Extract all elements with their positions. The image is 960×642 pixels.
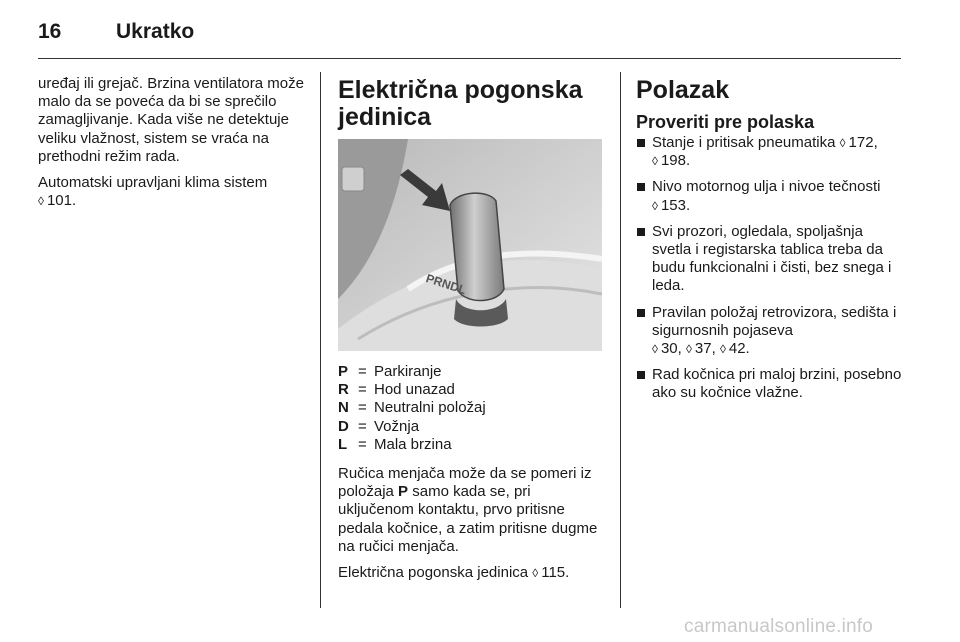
paragraph	[338, 564, 608, 582]
gear-selector-photo	[338, 139, 602, 351]
equals-sign: =	[358, 363, 367, 380]
page-reference-link[interactable]: 115.	[541, 564, 570, 582]
gear-label: Mala brzina	[374, 435, 452, 453]
gear-key: R	[338, 381, 349, 399]
paragraph	[38, 174, 308, 210]
page-reference-link[interactable]: 42.	[728, 340, 750, 358]
header-rule	[38, 58, 901, 59]
heading-line: jedinica	[338, 103, 432, 131]
watermark: carmanualsonline.info	[684, 616, 874, 637]
reference-arrow-icon: ◊	[652, 342, 658, 357]
paragraph-text: Električna pogonska jedinica	[338, 564, 529, 582]
page-number: 16	[38, 20, 62, 43]
column-divider-1	[320, 72, 321, 608]
bullet-square-icon	[637, 371, 645, 379]
bold-term: P	[398, 483, 409, 501]
section-heading	[338, 77, 608, 131]
gear-key: P	[338, 363, 349, 380]
equals-sign: =	[358, 399, 367, 417]
section-heading: Polazak	[636, 76, 730, 104]
legend-row	[338, 363, 608, 381]
reference-arrow-icon: ◊	[38, 194, 44, 209]
column-divider-2	[620, 72, 621, 608]
equals-sign: =	[358, 417, 367, 435]
list-item-text: Svi prozori, ogledala, spoljašnja svetla i registarska tablica treba da budu funkcionalni i čisti, bez snega i leda.	[652, 222, 892, 295]
paragraph-text: samo kada se, pri uključenom kontaktu, prvo pritisne pedala kočnice, a zatim pritisne dugme na ručici menjača.	[338, 483, 598, 555]
page-reference-link[interactable]: 172,	[848, 134, 878, 151]
bullet-square-icon	[637, 139, 645, 147]
legend-row	[338, 418, 608, 436]
list-item-text: Pravilan položaj retrovizora, sedišta i sigurnosnih pojaseva	[652, 303, 897, 339]
bullet-square-icon	[637, 183, 645, 191]
list-item-text: Rad kočnica pri maloj brzini, posebno ako su kočnice vlažne.	[652, 366, 902, 402]
subsection-heading: Proveriti pre polaska	[636, 112, 815, 132]
bullet-square-icon	[637, 228, 645, 236]
column-3	[636, 75, 904, 411]
paragraph: uređaj ili grejač. Brzina ventilatora može malo da se poveća da bi se sprečilo zamagljivanje. Kada više ne detektuje veliku vlažnost, sistem se vraća na prethodni režim rada.	[38, 75, 304, 165]
paragraph	[338, 465, 608, 556]
paragraph-text: Automatski upravljani klima sistem	[38, 174, 268, 192]
bullet-square-icon	[637, 309, 645, 317]
gear-key: L	[338, 435, 348, 453]
page-reference-link[interactable]: 30,	[660, 340, 682, 358]
reference-arrow-icon: ◊	[839, 136, 846, 150]
column-2	[338, 75, 608, 590]
equals-sign: =	[358, 435, 367, 453]
column-1	[38, 75, 308, 218]
gear-key: N	[338, 399, 349, 417]
gear-label: Parkiranje	[374, 363, 442, 380]
list-item	[636, 178, 904, 214]
list-item	[636, 134, 904, 170]
reference-arrow-icon: ◊	[719, 342, 726, 357]
page-reference-link[interactable]: 198.	[660, 152, 691, 170]
paragraph-text: Ručica menjača može da se pomeri iz položaja	[338, 465, 592, 501]
legend-row	[338, 381, 608, 399]
gear-label: Neutralni položaj	[374, 399, 486, 417]
page-reference-link[interactable]: 101.	[46, 192, 77, 210]
list-item	[636, 304, 904, 359]
list-item	[636, 366, 904, 402]
reference-arrow-icon: ◊	[652, 198, 658, 213]
gear-key: D	[338, 417, 349, 435]
equals-sign: =	[358, 381, 367, 399]
reference-arrow-icon: ◊	[532, 566, 539, 581]
list-item-text: Stanje i pritisak pneumatika	[652, 134, 836, 151]
heading-line: Električna pogonska	[338, 76, 583, 104]
list-item	[636, 223, 904, 296]
checklist	[636, 134, 904, 403]
gear-label: Hod unazad	[374, 381, 455, 399]
gear-legend	[338, 363, 608, 454]
gear-pattern-label: PRNDL	[424, 271, 468, 298]
list-item-text: Nivo motornog ulja i nivoe tečnosti	[652, 178, 881, 196]
section-title: Ukratko	[116, 20, 195, 43]
legend-row	[338, 399, 608, 417]
reference-arrow-icon: ◊	[685, 342, 692, 357]
reference-arrow-icon: ◊	[652, 154, 658, 169]
page-reference-link[interactable]: 153.	[660, 196, 691, 214]
gear-label: Vožnja	[374, 417, 420, 435]
legend-row	[338, 436, 608, 454]
page-reference-link[interactable]: 37,	[694, 340, 716, 358]
